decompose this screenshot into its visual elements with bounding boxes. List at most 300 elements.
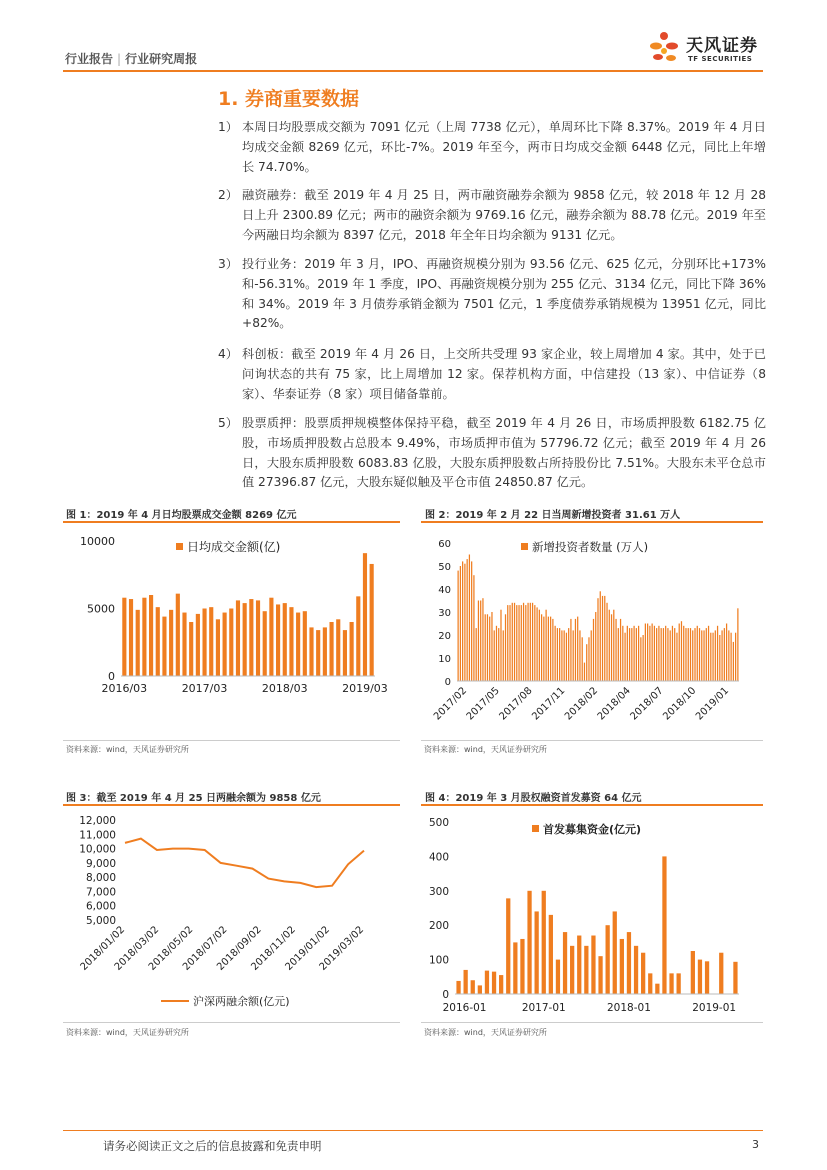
x-tick-label: 2018/03 — [261, 682, 308, 695]
bar — [243, 603, 247, 676]
y-tick-label: 0 — [442, 989, 449, 1001]
bar — [640, 637, 641, 681]
bar — [618, 628, 619, 681]
bar — [532, 603, 533, 681]
bar — [536, 607, 537, 681]
bar — [269, 598, 273, 676]
x-tick-label: 2017/08 — [497, 685, 535, 723]
bar — [609, 610, 610, 681]
figure-4-chart — [421, 808, 763, 1018]
bar — [708, 626, 709, 681]
x-tick-label: 2018/09/02 — [215, 924, 264, 973]
bar — [620, 619, 621, 681]
bar — [541, 614, 542, 681]
y-tick-label: 6,000 — [85, 900, 116, 913]
bar — [209, 607, 213, 676]
figure-2-source: 资料来源：wind，天风证券研究所 — [424, 745, 547, 754]
bar — [521, 605, 522, 681]
bar — [498, 628, 499, 681]
figure-2-source-rule — [421, 740, 763, 741]
bar — [705, 961, 709, 994]
bar — [263, 611, 267, 676]
x-tick-label: 2019/03/02 — [317, 924, 367, 973]
bar — [557, 628, 558, 681]
bar — [577, 617, 578, 681]
bar — [548, 617, 549, 681]
series-line — [125, 839, 364, 888]
bar — [638, 626, 639, 681]
bar — [652, 624, 653, 682]
bar — [694, 628, 695, 681]
header-rule — [63, 70, 763, 72]
x-tick-label: 2018/03/02 — [112, 924, 162, 973]
figure-4-title: 图 4：2019 年 3 月股权融资首发募资 64 亿元 — [425, 793, 642, 804]
bar — [480, 601, 481, 682]
figure-1-rule — [63, 521, 400, 523]
x-tick-label: 2019/03 — [342, 682, 388, 695]
bar — [600, 591, 601, 681]
bar — [539, 610, 540, 681]
x-tick-label: 2018/04 — [595, 685, 633, 723]
y-tick-label: 60 — [438, 539, 451, 550]
bar — [719, 953, 723, 994]
bar — [249, 599, 253, 676]
paragraph-number: 4） — [218, 347, 238, 361]
bar — [370, 564, 374, 676]
bar — [542, 891, 546, 994]
bar — [236, 600, 240, 676]
bar — [545, 610, 546, 681]
y-tick-label: 8,000 — [85, 872, 116, 885]
bar — [507, 605, 508, 681]
bar — [456, 981, 460, 994]
paragraph-3 — [218, 255, 766, 334]
bar — [491, 612, 492, 681]
paragraph-text: 本周日均股票成交额为 7091 亿元（上周 7738 亿元），单周环比下降 8.37%。2019 年 4 月日均成交金额 8269 亿元，环比-7%。2019 年至今，两市日均成交金额 6448 亿元，同比上年增长 74.70%。 — [242, 120, 766, 174]
figure-3-source: 资料来源：wind，天风证券研究所 — [66, 1028, 189, 1037]
bar — [552, 619, 553, 681]
x-tick-label: 2017/05 — [464, 685, 502, 723]
x-tick-label: 2018/10 — [661, 685, 699, 723]
bar — [629, 628, 630, 681]
x-tick-label: 2018-01 — [607, 1002, 651, 1014]
brand-logo — [648, 28, 768, 72]
figure-2-chart — [421, 525, 763, 735]
legend-label: 新增投资者数量 (万人) — [532, 540, 649, 554]
bar — [728, 630, 729, 681]
bar — [624, 633, 625, 681]
bar — [530, 603, 531, 681]
x-tick-label: 2018/05/02 — [146, 924, 196, 973]
y-tick-label: 5,000 — [85, 915, 116, 927]
bar — [350, 622, 354, 676]
bar — [492, 972, 496, 994]
report-category — [65, 50, 197, 67]
bar — [634, 946, 638, 994]
bar — [662, 856, 666, 994]
bar — [719, 635, 720, 681]
report-type: 行业报告 — [65, 52, 114, 66]
bar — [730, 633, 731, 681]
bar — [460, 566, 461, 681]
bar — [323, 627, 327, 676]
bar — [559, 628, 560, 681]
bar — [563, 932, 567, 994]
bar — [356, 596, 360, 676]
paragraph-4 — [218, 345, 766, 404]
bar — [513, 942, 517, 994]
paragraph-text: 科创板：截至 2019 年 4 月 26 日，上交所共受理 93 家企业，较上周增加 4 家。其中，处于已问询状态的共有 75 家，比上周增加 12 家。保荐机构方面，中信建投（13 家）、中信证券（8 家）、华泰证券（8 家）项目储备靠前。 — [242, 347, 766, 401]
figure-4-source-rule — [421, 1022, 763, 1023]
bar — [656, 628, 657, 681]
bar — [733, 962, 737, 994]
bar — [156, 607, 160, 676]
bar — [520, 939, 524, 994]
bar — [485, 614, 486, 681]
legend-label: 沪深两融余额(亿元) — [193, 995, 290, 1008]
y-tick-label: 10 — [438, 654, 451, 665]
bar — [543, 617, 544, 681]
bar — [276, 604, 280, 676]
bar — [550, 617, 551, 681]
y-tick-label: 10,000 — [79, 843, 116, 856]
y-tick-label: 10000 — [80, 535, 115, 548]
y-tick-label: 50 — [438, 562, 451, 573]
bar — [176, 594, 180, 676]
bar — [661, 628, 662, 681]
y-tick-label: 500 — [428, 817, 449, 829]
bar — [471, 980, 475, 994]
bar — [556, 960, 560, 994]
figure-2-title: 图 2：2019 年 2 月 22 日当周新增投资者 31.61 万人 — [425, 510, 681, 521]
bar — [142, 598, 146, 676]
bar — [697, 626, 698, 681]
bar — [467, 559, 468, 681]
bar — [593, 619, 594, 681]
bar — [329, 622, 333, 676]
bar — [162, 617, 166, 676]
y-tick-label: 300 — [428, 885, 449, 898]
bar — [223, 613, 227, 676]
bar — [229, 609, 233, 677]
bar — [715, 630, 716, 681]
legend-label: 首发募集资金(亿元) — [543, 823, 642, 836]
x-tick-label: 2017/11 — [530, 685, 568, 723]
bar — [602, 596, 603, 681]
bar — [582, 637, 583, 681]
bar — [737, 608, 738, 681]
bar — [570, 619, 571, 681]
bar — [535, 911, 539, 994]
bar — [597, 598, 598, 681]
bar — [647, 624, 648, 682]
bar — [591, 630, 592, 681]
paragraph-text: 股票质押：股票质押规模整体保持平稳，截至 2019 年 4 月 26 日，市场质押股数 6182.75 亿股，市场质押股数占总股本 9.49%，市场质押市值为 57796.72 亿元；截至 2019 年 4 月 26 日，大股东质押股数 6083.83 亿股，大股东质押股数占所持股份比 7.51%。大股东未平仓总市值 27396.87 亿元，大股东疑似触及平仓市值 24850.87 亿元。 — [242, 416, 766, 490]
legend-swatch — [521, 543, 528, 550]
bar — [343, 630, 347, 676]
bar — [735, 633, 736, 681]
bar — [642, 635, 643, 681]
y-tick-label: 12,000 — [79, 815, 116, 827]
bar — [485, 971, 489, 994]
x-tick-label: 2018/07 — [628, 685, 666, 723]
bar — [598, 956, 602, 994]
figure-4-source: 资料来源：wind，天风证券研究所 — [424, 1028, 547, 1037]
bar — [136, 610, 140, 676]
bar — [523, 603, 524, 681]
bar — [182, 613, 186, 676]
bar — [514, 603, 515, 681]
bar — [564, 630, 565, 681]
bar — [627, 626, 628, 681]
bar — [518, 605, 519, 681]
x-tick-label: 2018/07/02 — [181, 924, 230, 973]
bar — [622, 626, 623, 681]
bar — [149, 595, 153, 676]
paragraph-text: 投行业务：2019 年 3 月，IPO、再融资规模分别为 93.56 亿元、625 亿元，分别环比+173%和-56.31%。2019 年 1 季度，IPO、再融资规模分别为 255 亿元、3134 亿元，同比下降 36%和 34%。2019 年 3 月债券承销金额为 7501 亿元，1 季度债券承销规模为 13951 亿元，同比+82%。 — [242, 257, 766, 331]
y-tick-label: 400 — [428, 851, 449, 864]
paragraph-2 — [218, 186, 766, 245]
bar — [482, 598, 483, 681]
bar — [654, 626, 655, 681]
bar — [496, 626, 497, 681]
x-tick-label: 2017/03 — [181, 682, 228, 695]
bar — [478, 601, 479, 682]
bar — [641, 953, 645, 994]
bar — [458, 571, 459, 681]
flower-logo-icon — [648, 28, 684, 72]
x-tick-label: 2016-01 — [442, 1002, 487, 1014]
bar — [688, 628, 689, 681]
bar — [462, 561, 463, 681]
bar — [568, 628, 569, 681]
x-tick-label: 2019-01 — [692, 1002, 737, 1014]
figure-3-source-rule — [63, 1022, 400, 1023]
figure-1-chart — [63, 525, 400, 735]
bar — [683, 626, 684, 681]
y-tick-label: 7,000 — [85, 886, 116, 899]
figure-1-source-rule — [63, 740, 400, 741]
bar — [606, 925, 610, 994]
bar — [494, 630, 495, 681]
paragraph-1 — [218, 118, 766, 177]
bar — [674, 628, 675, 681]
logo-text-cn: 天风证券 — [686, 36, 758, 56]
y-tick-label: 11,000 — [79, 829, 116, 842]
bar — [471, 561, 472, 681]
bar — [189, 622, 193, 676]
bar — [658, 626, 659, 681]
x-tick-label: 2018/02 — [562, 685, 601, 723]
bar — [717, 626, 718, 681]
x-tick-label: 2016/03 — [101, 682, 148, 695]
bar — [712, 633, 713, 681]
bar — [309, 627, 313, 676]
bar — [169, 610, 173, 676]
bar — [527, 603, 528, 681]
bar — [699, 628, 700, 681]
bar — [606, 603, 607, 681]
bar — [692, 630, 693, 681]
bar — [649, 626, 650, 681]
bar — [679, 624, 680, 682]
legend-swatch — [176, 543, 183, 550]
bar — [645, 624, 646, 682]
bar — [724, 628, 725, 681]
figure-4-rule — [421, 804, 763, 806]
bar — [670, 630, 671, 681]
bar — [573, 630, 574, 681]
x-tick-label: 2017-01 — [521, 1002, 566, 1014]
bar — [604, 596, 605, 681]
paragraph-number: 3） — [218, 257, 238, 271]
bar — [672, 626, 673, 681]
bar — [726, 624, 727, 682]
paragraph-number: 5） — [218, 416, 238, 430]
x-tick-label: 2018/01/02 — [78, 924, 128, 973]
bar — [503, 630, 504, 681]
figure-2-rule — [421, 521, 763, 523]
bar — [575, 619, 576, 681]
bar — [476, 628, 477, 681]
y-tick-label: 30 — [438, 608, 451, 619]
x-tick-label: 2017/02 — [431, 685, 470, 723]
figure-1-title: 图 1：2019 年 4 月日均股票成交金额 8269 亿元 — [66, 510, 297, 521]
bar — [588, 637, 589, 681]
section-title: 1. 券商重要数据 — [218, 88, 360, 110]
bar — [698, 960, 702, 994]
bar — [584, 663, 585, 681]
bar — [733, 642, 734, 681]
x-tick-label: 2018/11/02 — [249, 924, 298, 973]
bar — [505, 614, 506, 681]
bar — [500, 610, 501, 681]
y-tick-label: 40 — [438, 585, 451, 596]
bar — [464, 970, 468, 994]
bar — [676, 633, 677, 681]
bar — [620, 939, 624, 994]
footer-disclaimer: 请务必阅读正文之后的信息披露和免责申明 — [103, 1139, 322, 1153]
bar — [509, 605, 510, 681]
bar — [555, 626, 556, 681]
bar — [487, 614, 488, 681]
bar — [196, 614, 200, 676]
report-subtype: 行业研究周报 — [125, 52, 198, 66]
figure-3-rule — [63, 804, 400, 806]
legend-swatch — [532, 825, 539, 832]
bar — [464, 564, 465, 681]
bar — [665, 626, 666, 681]
paragraph-number: 2） — [218, 188, 238, 202]
bar — [512, 603, 513, 681]
bar — [586, 644, 587, 681]
bar — [591, 936, 595, 994]
bar — [283, 603, 287, 676]
bar — [667, 628, 668, 681]
bar — [549, 915, 553, 994]
bar — [561, 630, 562, 681]
header-separator: | — [117, 52, 122, 66]
paragraph-number: 1） — [218, 120, 238, 134]
bar — [595, 612, 596, 681]
paragraph-text: 融资融券：截至 2019 年 4 月 25 日，两市融资融券余额为 9858 亿元，较 2018 年 12 月 28 日上升 2300.89 亿元；两市的融资余额为 9769.16 亿元，融券余额为 88.78 亿元。2019 年至今两融日均余额为 8397 亿元，2018 年全年日均余额为 9131 亿元。 — [242, 188, 766, 242]
page-number: 3 — [752, 1138, 759, 1151]
y-tick-label: 20 — [438, 631, 451, 642]
bar — [122, 598, 126, 676]
bar — [677, 973, 681, 994]
bar — [577, 936, 581, 994]
x-tick-label: 2019/01 — [693, 685, 732, 723]
bar — [303, 611, 307, 676]
bar — [202, 609, 206, 677]
bar — [681, 621, 682, 681]
bar — [473, 575, 474, 681]
bar — [534, 605, 535, 681]
bar — [489, 617, 490, 681]
bar — [613, 911, 617, 994]
bar — [256, 600, 260, 676]
y-tick-label: 9,000 — [85, 857, 116, 870]
logo-text-en: TF SECURITIES — [688, 55, 753, 63]
bar — [669, 973, 673, 994]
y-tick-label: 0 — [444, 677, 451, 688]
bar — [691, 951, 695, 994]
bar — [570, 946, 574, 994]
bar — [316, 630, 320, 676]
bar — [516, 605, 517, 681]
bar — [611, 614, 612, 681]
bar — [584, 946, 588, 994]
bar — [706, 628, 707, 681]
figure-3-chart — [63, 808, 400, 1018]
y-tick-label: 0 — [108, 670, 115, 683]
bar — [655, 984, 659, 994]
bar — [579, 630, 580, 681]
bar — [525, 605, 526, 681]
x-tick-label: 2019/01/02 — [283, 924, 332, 973]
footer-rule — [63, 1130, 763, 1131]
bar — [336, 619, 340, 676]
paragraph-5 — [218, 414, 766, 493]
bar — [289, 607, 293, 676]
bar — [363, 553, 367, 676]
bar — [636, 628, 637, 681]
bar — [566, 633, 567, 681]
bar — [633, 626, 634, 681]
bar — [478, 985, 482, 994]
bar — [631, 628, 632, 681]
legend-label: 日均成交金额(亿) — [187, 540, 281, 554]
bar — [627, 932, 631, 994]
bar — [615, 619, 616, 681]
bar — [129, 599, 133, 676]
bar — [685, 628, 686, 681]
figure-1-source: 资料来源：wind，天风证券研究所 — [66, 745, 189, 754]
bar — [613, 610, 614, 681]
bar — [690, 628, 691, 681]
y-tick-label: 100 — [428, 954, 449, 967]
y-tick-label: 200 — [428, 920, 449, 933]
y-tick-label: 5000 — [87, 602, 115, 616]
bar — [296, 613, 300, 676]
bar — [469, 555, 470, 682]
bar — [506, 898, 510, 994]
bar — [216, 619, 220, 676]
bar — [701, 630, 702, 681]
figure-3-title: 图 3：截至 2019 年 4 月 25 日两融余额为 9858 亿元 — [66, 793, 321, 804]
bar — [648, 973, 652, 994]
bar — [703, 630, 704, 681]
